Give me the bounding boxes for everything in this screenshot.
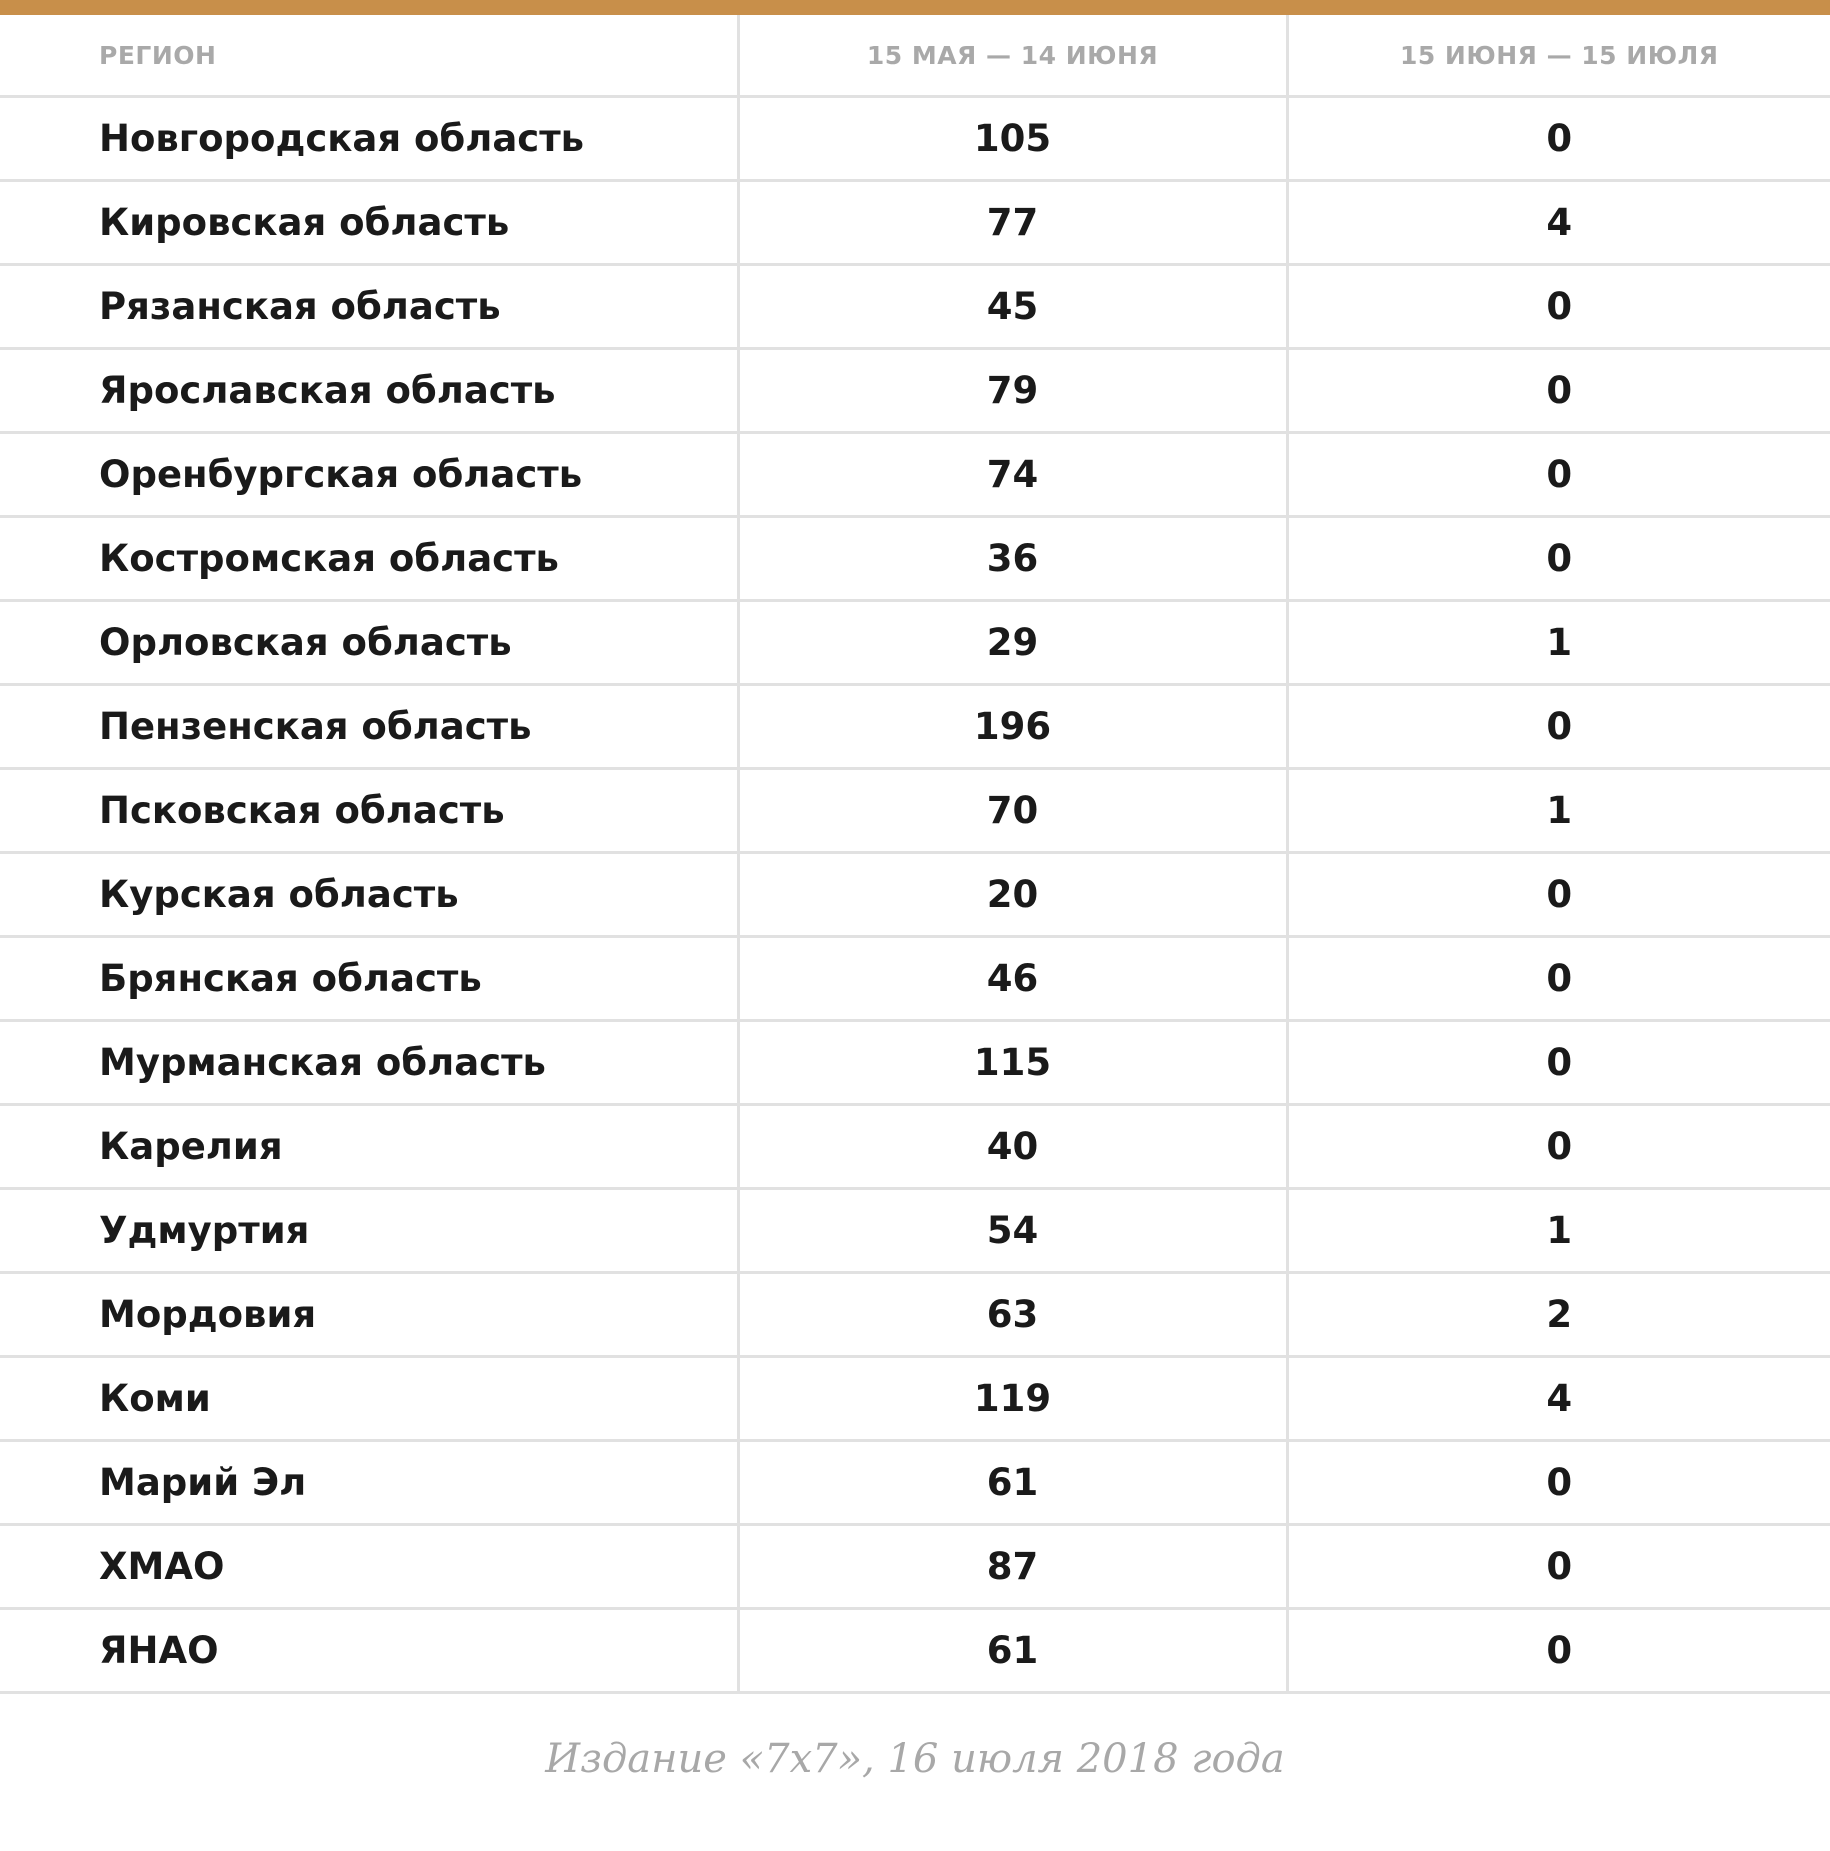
- cell-period-june-july: 0: [1287, 1105, 1830, 1189]
- table-row: [0, 601, 1830, 685]
- cell-region: Новгородская область: [0, 97, 738, 181]
- table-row: [0, 181, 1830, 265]
- cell-region: Пензенская область: [0, 685, 738, 769]
- cell-period-may-june: 74: [738, 433, 1287, 517]
- cell-period-may-june: 40: [738, 1105, 1287, 1189]
- table-row: [0, 433, 1830, 517]
- cell-period-may-june: 54: [738, 1189, 1287, 1273]
- cell-period-may-june: 46: [738, 937, 1287, 1021]
- cell-period-june-july: 4: [1287, 1357, 1830, 1441]
- cell-period-june-july: 1: [1287, 1189, 1830, 1273]
- cell-period-june-july: 1: [1287, 601, 1830, 685]
- table-row: [0, 265, 1830, 349]
- cell-period-june-july: 0: [1287, 433, 1830, 517]
- cell-period-june-july: 0: [1287, 1441, 1830, 1525]
- cell-period-may-june: 77: [738, 181, 1287, 265]
- cell-region: Костромская область: [0, 517, 738, 601]
- cell-period-june-july: 0: [1287, 685, 1830, 769]
- table-row: [0, 1021, 1830, 1105]
- cell-region: Мордовия: [0, 1273, 738, 1357]
- table-row: [0, 1357, 1830, 1441]
- table-row: [0, 1105, 1830, 1189]
- table-row: [0, 1189, 1830, 1273]
- table-body: [0, 97, 1830, 1693]
- cell-region: Псковская область: [0, 769, 738, 853]
- cell-period-june-july: 0: [1287, 1609, 1830, 1693]
- cell-period-june-july: 0: [1287, 1021, 1830, 1105]
- header-period-june-july: 15 ИЮНЯ — 15 ИЮЛЯ: [1287, 15, 1830, 97]
- cell-region: Ярославская область: [0, 349, 738, 433]
- cell-region: Брянская область: [0, 937, 738, 1021]
- cell-period-may-june: 87: [738, 1525, 1287, 1609]
- region-stats-table: [0, 15, 1830, 1694]
- cell-period-june-july: 0: [1287, 937, 1830, 1021]
- accent-top-bar: [0, 0, 1830, 15]
- cell-region: ЯНАО: [0, 1609, 738, 1693]
- table-row: [0, 1609, 1830, 1693]
- cell-period-may-june: 105: [738, 97, 1287, 181]
- cell-period-may-june: 45: [738, 265, 1287, 349]
- cell-region: ХМАО: [0, 1525, 738, 1609]
- source-caption: Издание «7x7», 16 июля 2018 года: [545, 1736, 1285, 1782]
- table-row: [0, 937, 1830, 1021]
- cell-period-may-june: 70: [738, 769, 1287, 853]
- cell-period-may-june: 36: [738, 517, 1287, 601]
- cell-period-may-june: 20: [738, 853, 1287, 937]
- table-row: [0, 1525, 1830, 1609]
- table-row: [0, 685, 1830, 769]
- cell-period-june-july: 1: [1287, 769, 1830, 853]
- cell-period-may-june: 196: [738, 685, 1287, 769]
- cell-period-may-june: 61: [738, 1441, 1287, 1525]
- cell-region: Коми: [0, 1357, 738, 1441]
- cell-period-june-july: 0: [1287, 349, 1830, 433]
- table-row: [0, 853, 1830, 937]
- cell-region: Курская область: [0, 853, 738, 937]
- table-row: [0, 349, 1830, 433]
- cell-period-may-june: 61: [738, 1609, 1287, 1693]
- table-row: [0, 769, 1830, 853]
- table-row: [0, 97, 1830, 181]
- header-period-may-june: 15 МАЯ — 14 ИЮНЯ: [738, 15, 1287, 97]
- cell-period-june-july: 0: [1287, 1525, 1830, 1609]
- table-header-row: [0, 15, 1830, 97]
- cell-period-june-july: 2: [1287, 1273, 1830, 1357]
- cell-period-may-june: 63: [738, 1273, 1287, 1357]
- cell-region: Рязанская область: [0, 265, 738, 349]
- header-region: РЕГИОН: [0, 15, 738, 97]
- cell-region: Удмуртия: [0, 1189, 738, 1273]
- cell-period-may-june: 29: [738, 601, 1287, 685]
- cell-period-june-july: 0: [1287, 517, 1830, 601]
- cell-period-june-july: 4: [1287, 181, 1830, 265]
- cell-region: Орловская область: [0, 601, 738, 685]
- cell-region: Кировская область: [0, 181, 738, 265]
- cell-region: Оренбургская область: [0, 433, 738, 517]
- cell-period-june-july: 0: [1287, 853, 1830, 937]
- table-row: [0, 1273, 1830, 1357]
- table-row: [0, 1441, 1830, 1525]
- cell-region: Карелия: [0, 1105, 738, 1189]
- cell-period-may-june: 119: [738, 1357, 1287, 1441]
- cell-period-may-june: 79: [738, 349, 1287, 433]
- cell-region: Мурманская область: [0, 1021, 738, 1105]
- table-row: [0, 517, 1830, 601]
- cell-period-may-june: 115: [738, 1021, 1287, 1105]
- cell-period-june-july: 0: [1287, 265, 1830, 349]
- cell-region: Марий Эл: [0, 1441, 738, 1525]
- cell-period-june-july: 0: [1287, 97, 1830, 181]
